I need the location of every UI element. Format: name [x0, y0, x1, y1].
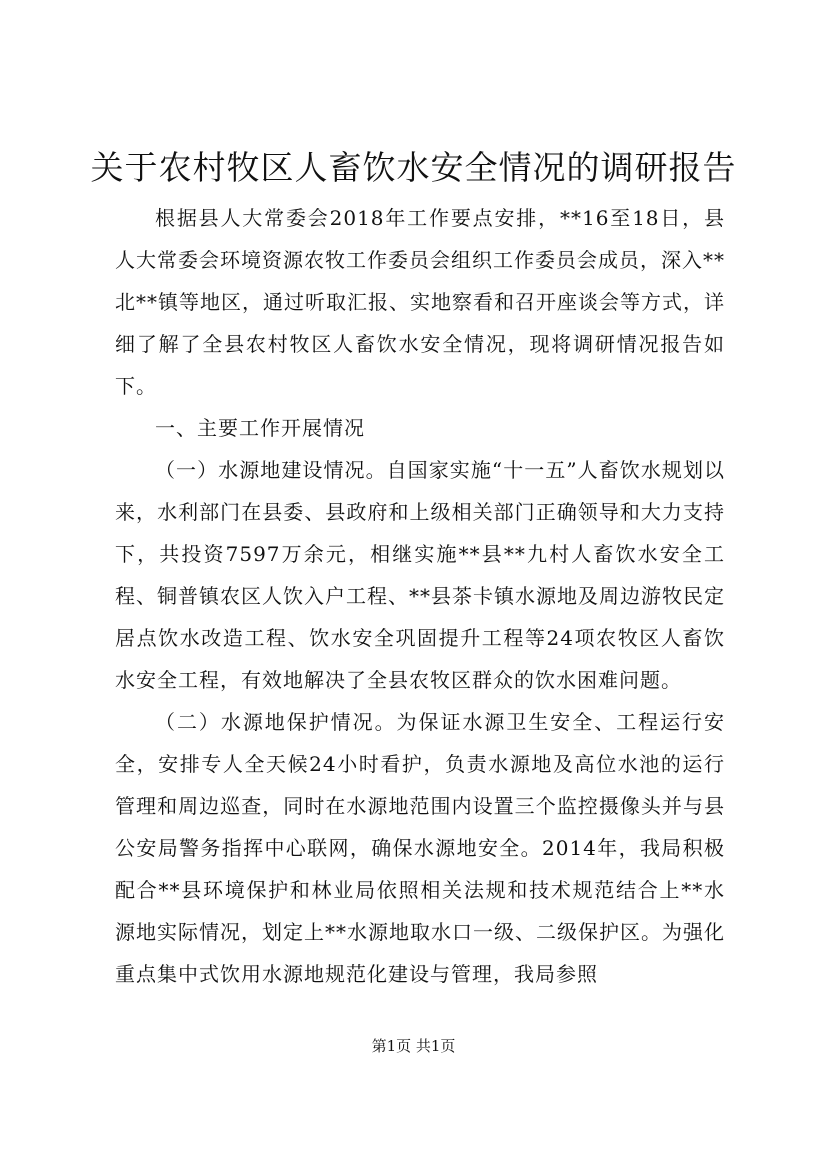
paragraph-intro: 根据县人大常委会2018年工作要点安排，**16至18日，县人大常委会环境资源农牧工作委员会组织工作委员会成员，深入**北**镇等地区，通过听取汇报、实地察看和召开座谈会等方式，详细了解了全县农村牧区人畜饮水安全情况，现将调研情况报告如下。 [115, 206, 725, 398]
paragraph-water-source-construction: （一）水源地建设情况。自国家实施“十一五”人畜饮水规划以来，水利部门在县委、县政府和上级相关部门正确领导和大力支持下，共投资7597万余元，相继实施**县**九村人畜饮水安全工程、铜普镇农区人饮入户工程、**县茶卡镇水源地及周边游牧民定居点饮水改造工程、饮水安全巩固提升工程等24项农牧区人畜饮水安全工程，有效地解决了全县农牧区群众的饮水困难问题。 [115, 458, 725, 692]
paragraph-water-source-protection: （二）水源地保护情况。为保证水源卫生安全、工程运行安全，安排专人全天候24小时看护，负责水源地及高位水池的运行管理和周边巡查，同时在水源地范围内设置三个监控摄像头并与县公安局警务指挥中心联网，确保水源地安全。2014年，我局积极配合**县环境保护和林业局依照相关法规和技术规范结合上**水源地实际情况，划定上**水源地取水口一级、二级保护区。为强化重点集中式饮用水源地规范化建设与管理，我局参照 [115, 710, 725, 986]
section-heading: 一、主要工作开展情况 [155, 416, 365, 440]
document-title: 关于农村牧区人畜饮水安全情况的调研报告 [90, 148, 737, 187]
page-footer: 第1页 共1页 [371, 1037, 456, 1055]
document-body [115, 197, 725, 995]
